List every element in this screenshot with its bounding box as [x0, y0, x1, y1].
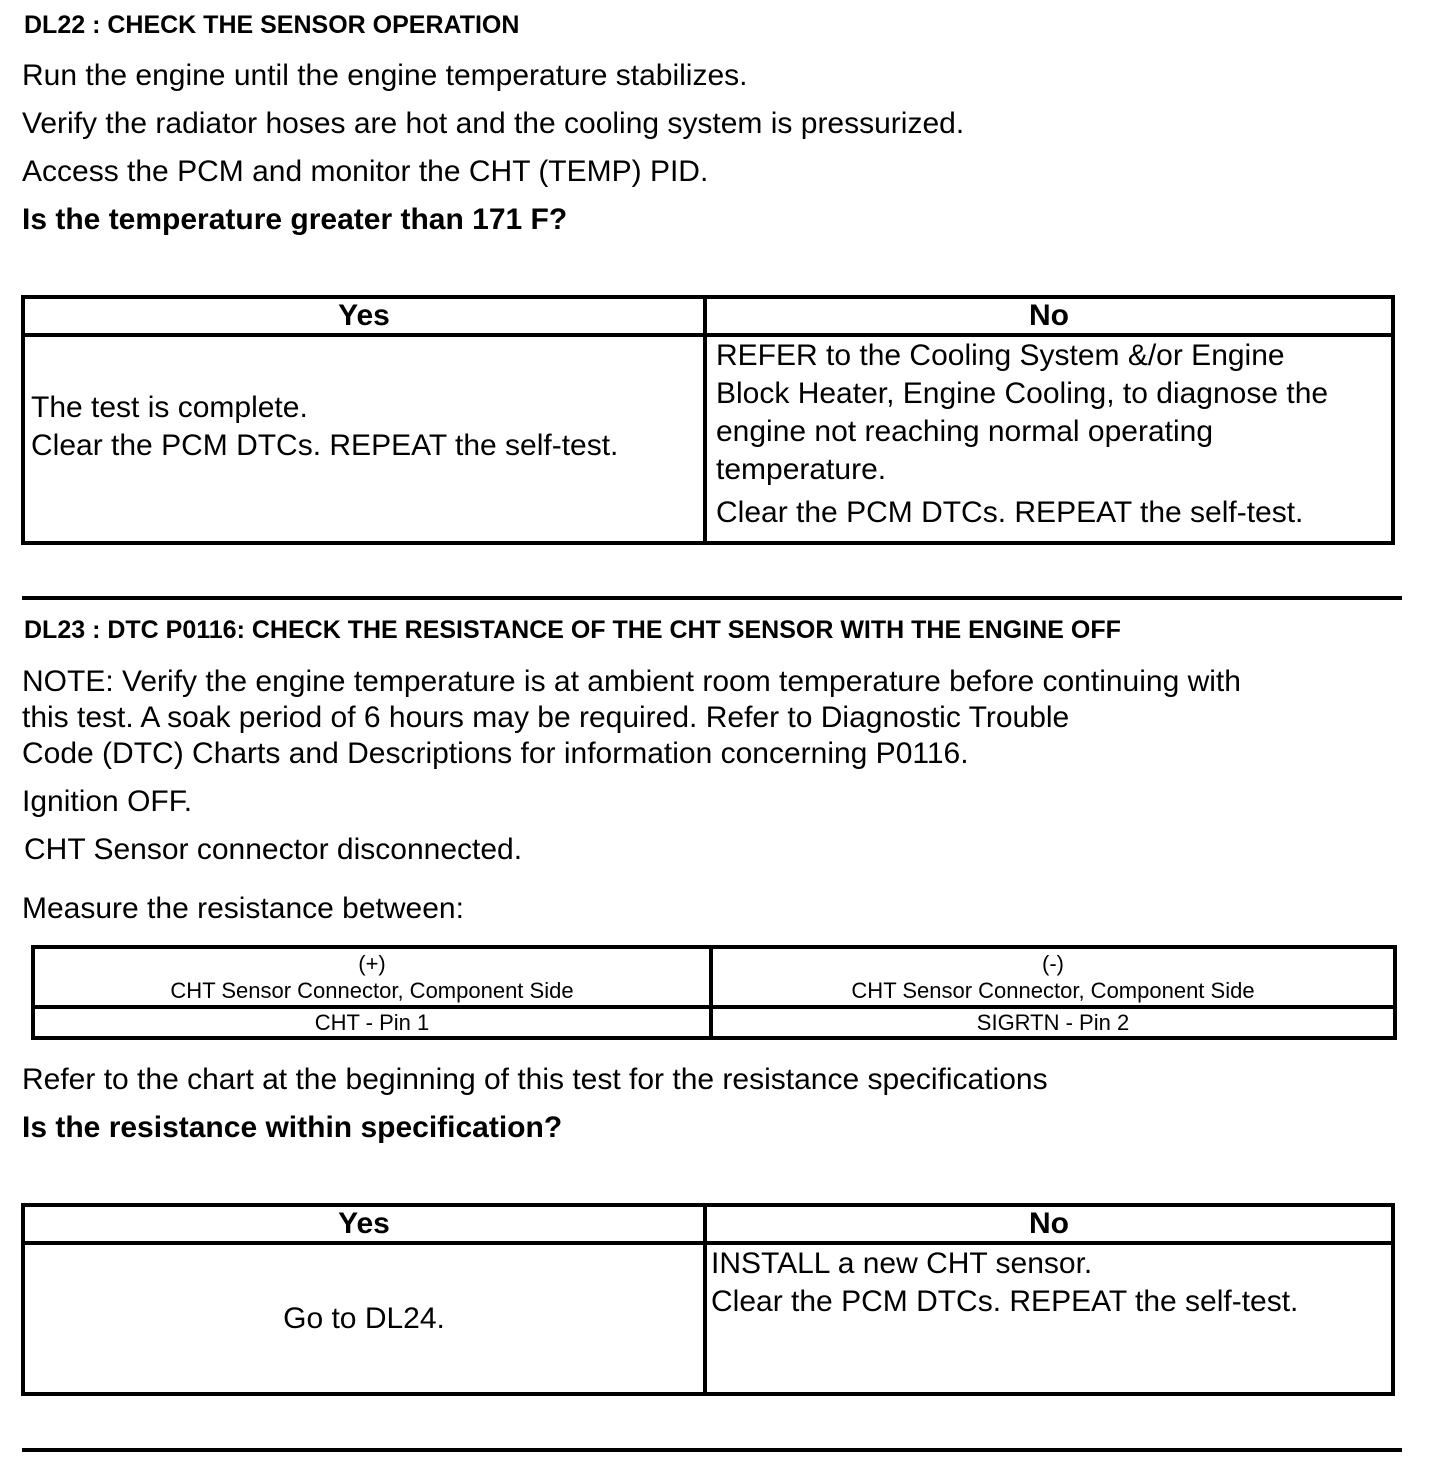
dl23-no-header: No: [705, 1205, 1393, 1243]
dl22-yes-cell: [23, 335, 705, 543]
dl23-yes-header: Yes: [23, 1205, 705, 1243]
dl22-result-table: [21, 295, 1395, 545]
minus-pin: SIGRTN - Pin 2: [711, 1007, 1395, 1038]
dl22-yes-line-1: The test is complete.: [31, 391, 308, 424]
dl23-yes-cell: [23, 1243, 705, 1394]
dl22-question: Is the temperature greater than 171 F?: [22, 203, 568, 236]
dl22-no-line-5: Clear the PCM DTCs. REPEAT the self-test.: [716, 496, 1304, 529]
dl22-no-cell: [705, 335, 1393, 543]
dl23-ignition: Ignition OFF.: [22, 785, 193, 818]
dl22-yes-header: Yes: [23, 297, 705, 335]
plus-pin: CHT - Pin 1: [33, 1007, 711, 1038]
measure-table: [31, 945, 1397, 1040]
dl22-step-3: Access the PCM and monitor the CHT (TEMP) PID.: [22, 155, 709, 188]
dl23-measure: Measure the resistance between:: [22, 892, 464, 925]
dl22-step-2: Verify the radiator hoses are hot and the cooling system is pressurized.: [22, 107, 965, 140]
plus-symbol: (+): [358, 951, 386, 976]
dl23-no-line-1: INSTALL a new CHT sensor.: [711, 1247, 1093, 1280]
minus-symbol: (-): [1042, 951, 1064, 976]
dl22-no-line-1: REFER to the Cooling System &/or Engine: [716, 339, 1285, 372]
dl23-yes-text: Go to DL24.: [283, 1301, 445, 1335]
plus-label: CHT Sensor Connector, Component Side: [170, 978, 574, 1003]
dl23-no-cell: [705, 1243, 1393, 1394]
dl23-note-line-1: NOTE: Verify the engine temperature is at ambient room temperature before continuing with: [22, 665, 1241, 698]
dl23-title: DL23 : DTC P0116: CHECK THE RESISTANCE OF THE CHT SENSOR WITH THE ENGINE OFF: [24, 616, 1121, 644]
measure-plus-header: [33, 947, 711, 1007]
dl23-note-line-3: Code (DTC) Charts and Descriptions for information concerning P0116.: [22, 737, 969, 770]
dl23-result-table: [21, 1203, 1395, 1396]
dl22-step-1: Run the engine until the engine temperature stabilizes.: [22, 59, 748, 92]
dl23-refer: Refer to the chart at the beginning of this test for the resistance specifications: [22, 1063, 1048, 1096]
section-divider: [22, 596, 1402, 600]
dl23-no-line-2: Clear the PCM DTCs. REPEAT the self-test.: [711, 1285, 1299, 1318]
dl23-question: Is the resistance within specification?: [22, 1111, 563, 1144]
dl22-no-header: No: [705, 297, 1393, 335]
dl22-title: DL22 : CHECK THE SENSOR OPERATION: [24, 11, 520, 39]
dl22-no-line-4: temperature.: [716, 453, 887, 486]
dl23-connector: CHT Sensor connector disconnected.: [24, 833, 523, 866]
bottom-divider: [22, 1448, 1402, 1452]
dl23-note-line-2: this test. A soak period of 6 hours may be required. Refer to Diagnostic Trouble: [22, 701, 1070, 734]
dl22-yes-line-2: Clear the PCM DTCs. REPEAT the self-test.: [31, 429, 619, 462]
minus-label: CHT Sensor Connector, Component Side: [851, 978, 1255, 1003]
dl22-no-line-2: Block Heater, Engine Cooling, to diagnose the: [716, 377, 1329, 410]
dl22-no-line-3: engine not reaching normal operating: [716, 415, 1214, 448]
measure-minus-header: [711, 947, 1395, 1007]
